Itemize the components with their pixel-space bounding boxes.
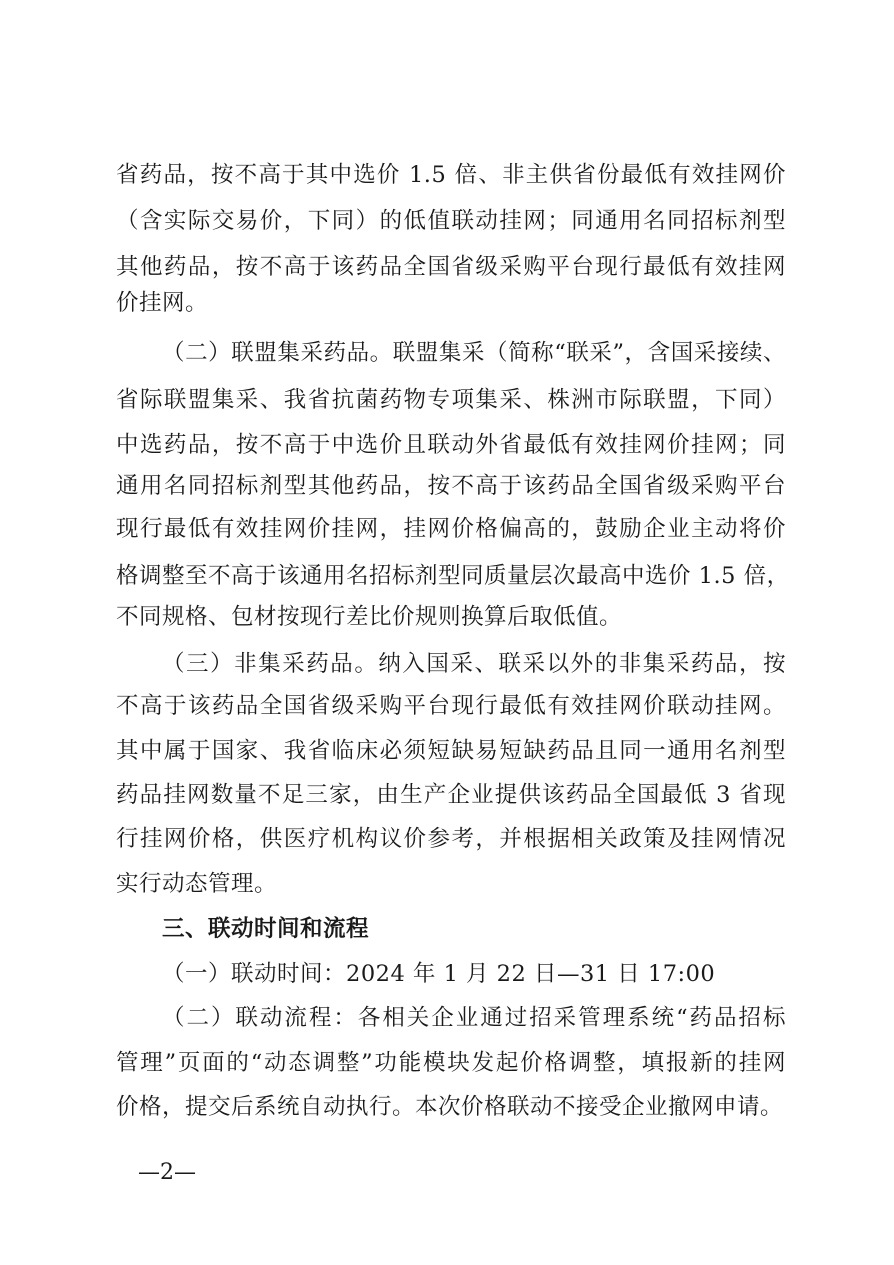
paragraph-line: 不同规格、包材按现行差比价规则换算后取低值。: [116, 604, 623, 630]
paragraph-line: 格调整至不高于该通用名招标剂型同质量层次最高中选价 1.5 倍，: [116, 563, 790, 589]
paragraph-line: 省际联盟集采、我省抗菌药物专项集采、株洲市际联盟，下同）: [116, 387, 786, 413]
paragraph-line: 其他药品，按不高于该药品全国省级采购平台现行最低有效挂网: [116, 254, 786, 280]
paragraph-line: 行挂网价格，供医疗机构议价参考，并根据相关政策及挂网情况: [116, 826, 786, 852]
paragraph-line: 实行动态管理。: [116, 871, 278, 897]
section-item-2-line: （二）联盟集采药品。联盟集采（简称“联采”，含国采接续、: [162, 340, 786, 366]
page-number: —2—: [138, 1160, 196, 1185]
paragraph-line: 中选药品，按不高于中选价且联动外省最低有效挂网价挂网；同: [116, 432, 786, 458]
paragraph-line: 价格，提交后系统自动执行。本次价格联动不接受企业撤网申请。: [116, 1094, 784, 1120]
paragraph-line: 管理”页面的“动态调整”功能模块发起价格调整，填报新的挂网: [116, 1050, 786, 1076]
paragraph-line: 不高于该药品全国省级采购平台现行最低有效挂网价联动挂网。: [116, 693, 786, 719]
item-process-line: （二）联动流程：各相关企业通过招采管理系统“药品招标: [162, 1005, 786, 1031]
paragraph-line: 省药品，按不高于其中选价 1.5 倍、非主供省份最低有效挂网价: [116, 162, 786, 188]
paragraph-line: 药品挂网数量不足三家，由生产企业提供该药品全国最低 3 省现: [116, 782, 786, 808]
paragraph-line: （含实际交易价，下同）的低值联动挂网；同通用名同招标剂型: [116, 208, 786, 234]
paragraph-line: 其中属于国家、我省临床必须短缺易短缺药品且同一通用名剂型: [116, 738, 786, 764]
item-time-line: （一）联动时间：2024 年 1 月 22 日—31 日 17:00: [162, 961, 716, 987]
paragraph-line: 现行最低有效挂网价挂网，挂网价格偏高的，鼓励企业主动将价: [116, 516, 786, 542]
section-item-3-line: （三）非集采药品。纳入国采、联采以外的非集采药品，按: [162, 651, 786, 677]
paragraph-line: 价挂网。: [116, 290, 209, 316]
paragraph-line: 通用名同招标剂型其他药品，按不高于该药品全国省级采购平台: [116, 473, 786, 499]
section-heading: 三、联动时间和流程: [162, 916, 370, 942]
